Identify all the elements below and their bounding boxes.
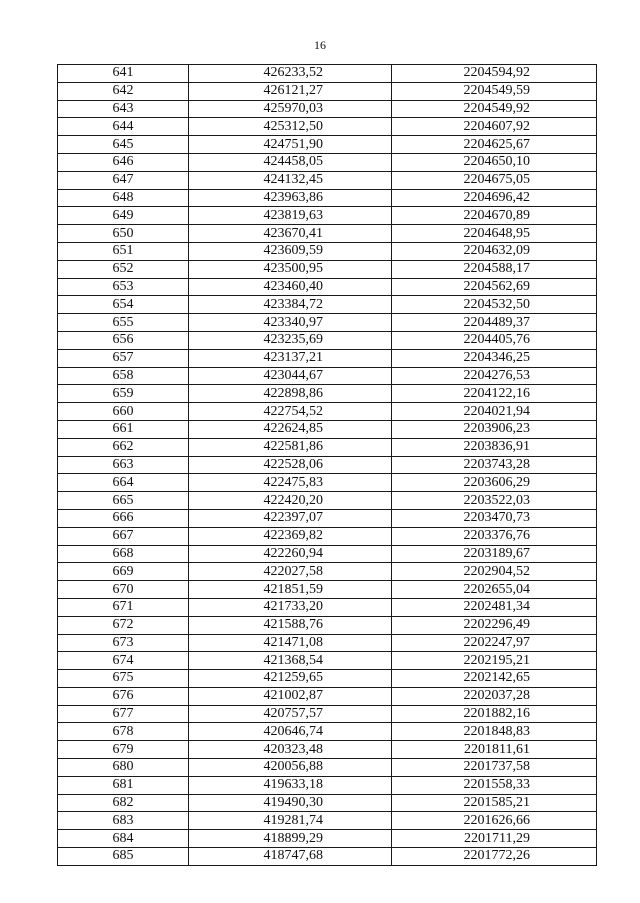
table-row <box>58 314 597 332</box>
table-row <box>58 474 597 492</box>
y-coordinate-cell: 421471,08 <box>189 634 392 652</box>
point-number-cell: 666 <box>58 509 189 527</box>
point-number-cell: 654 <box>58 296 189 314</box>
x-coordinate-cell: 2204648,95 <box>392 225 597 243</box>
x-coordinate-cell: 2202481,34 <box>392 598 597 616</box>
table-row <box>58 65 597 83</box>
table-row <box>58 136 597 154</box>
point-number-cell: 682 <box>58 794 189 812</box>
x-coordinate-cell: 2202296,49 <box>392 616 597 634</box>
point-number-cell: 677 <box>58 705 189 723</box>
y-coordinate-cell: 422624,85 <box>189 420 392 438</box>
point-number-cell: 647 <box>58 171 189 189</box>
x-coordinate-cell: 2202904,52 <box>392 563 597 581</box>
table-row <box>58 296 597 314</box>
x-coordinate-cell: 2204650,10 <box>392 153 597 171</box>
point-number-cell: 665 <box>58 492 189 510</box>
point-number-cell: 645 <box>58 136 189 154</box>
point-number-cell: 651 <box>58 242 189 260</box>
point-number-cell: 676 <box>58 687 189 705</box>
x-coordinate-cell: 2204122,16 <box>392 385 597 403</box>
table-row <box>58 705 597 723</box>
x-coordinate-cell: 2201626,66 <box>392 812 597 830</box>
y-coordinate-cell: 422260,94 <box>189 545 392 563</box>
table-row <box>58 723 597 741</box>
x-coordinate-cell: 2201772,26 <box>392 848 597 866</box>
x-coordinate-cell: 2204588,17 <box>392 260 597 278</box>
point-number-cell: 673 <box>58 634 189 652</box>
y-coordinate-cell: 419490,30 <box>189 794 392 812</box>
coordinates-table-body <box>58 65 597 866</box>
y-coordinate-cell: 419281,74 <box>189 812 392 830</box>
page-number: 16 <box>314 38 326 52</box>
x-coordinate-cell: 2202037,28 <box>392 687 597 705</box>
point-number-cell: 674 <box>58 652 189 670</box>
table-row <box>58 403 597 421</box>
table-row <box>58 652 597 670</box>
point-number-cell: 680 <box>58 759 189 777</box>
point-number-cell: 644 <box>58 118 189 136</box>
x-coordinate-cell: 2204607,92 <box>392 118 597 136</box>
point-number-cell: 663 <box>58 456 189 474</box>
point-number-cell: 646 <box>58 153 189 171</box>
y-coordinate-cell: 420757,57 <box>189 705 392 723</box>
x-coordinate-cell: 2202195,21 <box>392 652 597 670</box>
point-number-cell: 679 <box>58 741 189 759</box>
point-number-cell: 664 <box>58 474 189 492</box>
x-coordinate-cell: 2204594,92 <box>392 65 597 83</box>
y-coordinate-cell: 421851,59 <box>189 581 392 599</box>
table-row <box>58 225 597 243</box>
y-coordinate-cell: 426233,52 <box>189 65 392 83</box>
point-number-cell: 681 <box>58 776 189 794</box>
y-coordinate-cell: 425312,50 <box>189 118 392 136</box>
x-coordinate-cell: 2203606,29 <box>392 474 597 492</box>
y-coordinate-cell: 422420,20 <box>189 492 392 510</box>
point-number-cell: 678 <box>58 723 189 741</box>
table-row <box>58 260 597 278</box>
y-coordinate-cell: 424751,90 <box>189 136 392 154</box>
table-row <box>58 545 597 563</box>
x-coordinate-cell: 2204346,25 <box>392 349 597 367</box>
table-row <box>58 741 597 759</box>
y-coordinate-cell: 418899,29 <box>189 830 392 848</box>
x-coordinate-cell: 2204276,53 <box>392 367 597 385</box>
table-row <box>58 492 597 510</box>
x-coordinate-cell: 2203906,23 <box>392 420 597 438</box>
table-row <box>58 830 597 848</box>
point-number-cell: 668 <box>58 545 189 563</box>
table-row <box>58 509 597 527</box>
point-number-cell: 650 <box>58 225 189 243</box>
x-coordinate-cell: 2203836,91 <box>392 438 597 456</box>
y-coordinate-cell: 421259,65 <box>189 670 392 688</box>
y-coordinate-cell: 426121,27 <box>189 82 392 100</box>
table-row <box>58 527 597 545</box>
point-number-cell: 648 <box>58 189 189 207</box>
y-coordinate-cell: 423044,67 <box>189 367 392 385</box>
y-coordinate-cell: 421368,54 <box>189 652 392 670</box>
table-row <box>58 278 597 296</box>
table-row <box>58 687 597 705</box>
y-coordinate-cell: 418747,68 <box>189 848 392 866</box>
table-row <box>58 118 597 136</box>
point-number-cell: 652 <box>58 260 189 278</box>
table-row <box>58 242 597 260</box>
x-coordinate-cell: 2204489,37 <box>392 314 597 332</box>
point-number-cell: 670 <box>58 581 189 599</box>
table-row <box>58 100 597 118</box>
point-number-cell: 667 <box>58 527 189 545</box>
point-number-cell: 675 <box>58 670 189 688</box>
point-number-cell: 658 <box>58 367 189 385</box>
point-number-cell: 669 <box>58 563 189 581</box>
table-row <box>58 794 597 812</box>
x-coordinate-cell: 2201811,61 <box>392 741 597 759</box>
y-coordinate-cell: 422754,52 <box>189 403 392 421</box>
x-coordinate-cell: 2201848,83 <box>392 723 597 741</box>
x-coordinate-cell: 2203743,28 <box>392 456 597 474</box>
y-coordinate-cell: 423609,59 <box>189 242 392 260</box>
point-number-cell: 649 <box>58 207 189 225</box>
y-coordinate-cell: 424132,45 <box>189 171 392 189</box>
y-coordinate-cell: 422581,86 <box>189 438 392 456</box>
x-coordinate-cell: 2203189,67 <box>392 545 597 563</box>
y-coordinate-cell: 422898,86 <box>189 385 392 403</box>
table-row <box>58 670 597 688</box>
table-row <box>58 153 597 171</box>
y-coordinate-cell: 421733,20 <box>189 598 392 616</box>
x-coordinate-cell: 2204675,05 <box>392 171 597 189</box>
table-row <box>58 563 597 581</box>
y-coordinate-cell: 423137,21 <box>189 349 392 367</box>
table-row <box>58 385 597 403</box>
y-coordinate-cell: 421588,76 <box>189 616 392 634</box>
y-coordinate-cell: 423819,63 <box>189 207 392 225</box>
point-number-cell: 655 <box>58 314 189 332</box>
x-coordinate-cell: 2204405,76 <box>392 331 597 349</box>
x-coordinate-cell: 2204532,50 <box>392 296 597 314</box>
x-coordinate-cell: 2204562,69 <box>392 278 597 296</box>
table-row <box>58 367 597 385</box>
point-number-cell: 657 <box>58 349 189 367</box>
table-row <box>58 82 597 100</box>
y-coordinate-cell: 423340,97 <box>189 314 392 332</box>
point-number-cell: 662 <box>58 438 189 456</box>
point-number-cell: 660 <box>58 403 189 421</box>
table-row <box>58 616 597 634</box>
x-coordinate-cell: 2203522,03 <box>392 492 597 510</box>
y-coordinate-cell: 424458,05 <box>189 153 392 171</box>
y-coordinate-cell: 422027,58 <box>189 563 392 581</box>
table-row <box>58 634 597 652</box>
table-row <box>58 581 597 599</box>
y-coordinate-cell: 420323,48 <box>189 741 392 759</box>
table-row <box>58 207 597 225</box>
y-coordinate-cell: 422369,82 <box>189 527 392 545</box>
y-coordinate-cell: 423384,72 <box>189 296 392 314</box>
x-coordinate-cell: 2202655,04 <box>392 581 597 599</box>
point-number-cell: 671 <box>58 598 189 616</box>
table-row <box>58 812 597 830</box>
table-row <box>58 598 597 616</box>
table-row <box>58 420 597 438</box>
point-number-cell: 683 <box>58 812 189 830</box>
x-coordinate-cell: 2201585,21 <box>392 794 597 812</box>
x-coordinate-cell: 2202247,97 <box>392 634 597 652</box>
point-number-cell: 643 <box>58 100 189 118</box>
y-coordinate-cell: 425970,03 <box>189 100 392 118</box>
x-coordinate-cell: 2204632,09 <box>392 242 597 260</box>
x-coordinate-cell: 2204670,89 <box>392 207 597 225</box>
table-row <box>58 848 597 866</box>
table-row <box>58 759 597 777</box>
x-coordinate-cell: 2201737,58 <box>392 759 597 777</box>
y-coordinate-cell: 422475,83 <box>189 474 392 492</box>
y-coordinate-cell: 423235,69 <box>189 331 392 349</box>
x-coordinate-cell: 2204696,42 <box>392 189 597 207</box>
y-coordinate-cell: 421002,87 <box>189 687 392 705</box>
x-coordinate-cell: 2201711,29 <box>392 830 597 848</box>
table-row <box>58 171 597 189</box>
x-coordinate-cell: 2201558,33 <box>392 776 597 794</box>
y-coordinate-cell: 423670,41 <box>189 225 392 243</box>
table-row <box>58 349 597 367</box>
x-coordinate-cell: 2204549,59 <box>392 82 597 100</box>
y-coordinate-cell: 423963,86 <box>189 189 392 207</box>
y-coordinate-cell: 420646,74 <box>189 723 392 741</box>
y-coordinate-cell: 420056,88 <box>189 759 392 777</box>
x-coordinate-cell: 2204021,94 <box>392 403 597 421</box>
x-coordinate-cell: 2204549,92 <box>392 100 597 118</box>
y-coordinate-cell: 422528,06 <box>189 456 392 474</box>
table-row <box>58 456 597 474</box>
y-coordinate-cell: 423500,95 <box>189 260 392 278</box>
table-row <box>58 776 597 794</box>
x-coordinate-cell: 2202142,65 <box>392 670 597 688</box>
point-number-cell: 659 <box>58 385 189 403</box>
point-number-cell: 684 <box>58 830 189 848</box>
x-coordinate-cell: 2203376,76 <box>392 527 597 545</box>
point-number-cell: 642 <box>58 82 189 100</box>
table-row <box>58 331 597 349</box>
x-coordinate-cell: 2203470,73 <box>392 509 597 527</box>
y-coordinate-cell: 422397,07 <box>189 509 392 527</box>
table-row <box>58 438 597 456</box>
coordinates-table <box>57 64 597 866</box>
point-number-cell: 656 <box>58 331 189 349</box>
y-coordinate-cell: 423460,40 <box>189 278 392 296</box>
y-coordinate-cell: 419633,18 <box>189 776 392 794</box>
point-number-cell: 641 <box>58 65 189 83</box>
x-coordinate-cell: 2204625,67 <box>392 136 597 154</box>
point-number-cell: 685 <box>58 848 189 866</box>
point-number-cell: 661 <box>58 420 189 438</box>
x-coordinate-cell: 2201882,16 <box>392 705 597 723</box>
point-number-cell: 653 <box>58 278 189 296</box>
point-number-cell: 672 <box>58 616 189 634</box>
table-row <box>58 189 597 207</box>
